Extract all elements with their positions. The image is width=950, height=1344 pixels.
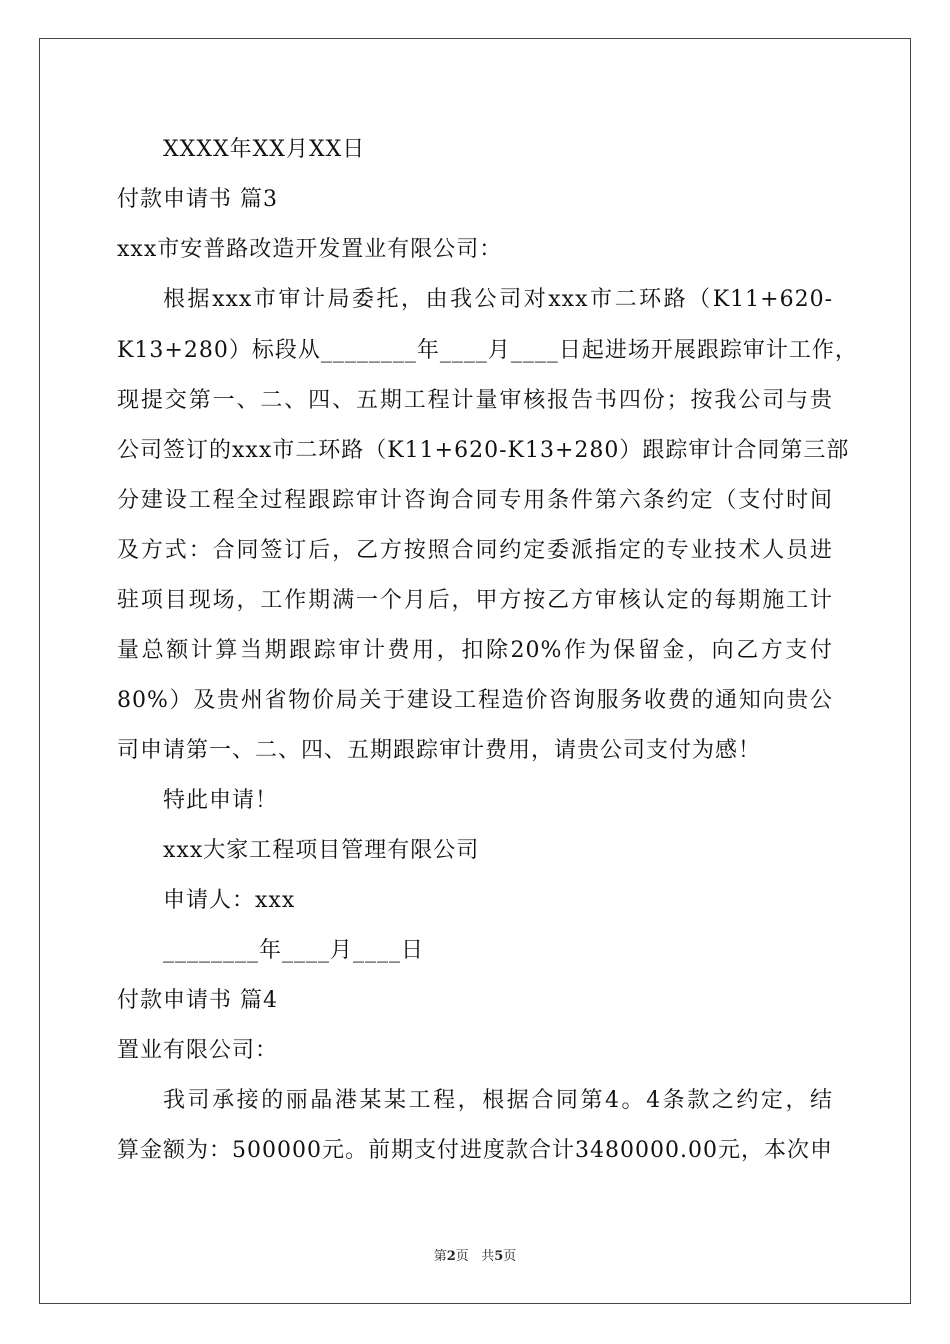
total-page-number: 5 (494, 1249, 504, 1264)
paragraph-line: K13+280）标段从________年____月____日起进场开展跟踪审计工作， (117, 338, 858, 363)
current-page-number: 2 (446, 1249, 456, 1264)
section-heading-3: 付款申请书 篇3 (117, 187, 278, 212)
addressee-line: xxx市安普路改造开发置业有限公司： (117, 237, 503, 262)
paragraph-line: 算金额为：500000元。前期支付进度款合计3480000.00元，本次申 (117, 1138, 833, 1163)
page-prefix: 第 (433, 1249, 447, 1264)
section-heading-4: 付款申请书 篇4 (117, 988, 278, 1013)
applicant-line: 申请人：xxx (163, 888, 296, 913)
total-suffix: 页 (503, 1249, 517, 1264)
paragraph-line: 根据xxx市审计局委托，由我公司对xxx市二环路（K11+620- (163, 287, 833, 312)
paragraph-line: 驻项目现场，工作期满一个月后，甲方按乙方审核认定的每期施工计 (117, 588, 833, 613)
company-signature: xxx大家工程项目管理有限公司 (163, 838, 480, 863)
paragraph-line: 公司签订的xxx市二环路（K11+620-K13+280）跟踪审计合同第三部 (117, 438, 850, 463)
date-line: XXXX年XX月XX日 (163, 137, 366, 162)
paragraph-line: 80%）及贵州省物价局关于建设工程造价咨询服务收费的通知向贵公 (117, 688, 833, 713)
paragraph-line: 量总额计算当期跟踪审计费用，扣除20%作为保留金，向乙方支付 (117, 638, 833, 663)
total-prefix: 共 (481, 1249, 495, 1264)
date-blank-line: ________年____月____日 (163, 938, 425, 963)
addressee-line: 置业有限公司： (117, 1038, 279, 1063)
paragraph-line: 及方式：合同签订后，乙方按照合同约定委派指定的专业技术人员进 (117, 538, 833, 563)
closing-line: 特此申请！ (163, 788, 279, 813)
paragraph-line: 现提交第一、二、四、五期工程计量审核报告书四份；按我公司与贵 (117, 388, 833, 413)
page-footer (0, 1245, 950, 1264)
page-suffix: 页 (455, 1249, 469, 1264)
paragraph-line: 司申请第一、二、四、五期跟踪审计费用，请贵公司支付为感！ (117, 738, 762, 763)
paragraph-line: 分建设工程全过程跟踪审计咨询合同专用条件第六条约定（支付时间 (117, 488, 833, 513)
paragraph-line: 我司承接的丽晶港某某工程，根据合同第4。4条款之约定，结 (163, 1088, 833, 1113)
